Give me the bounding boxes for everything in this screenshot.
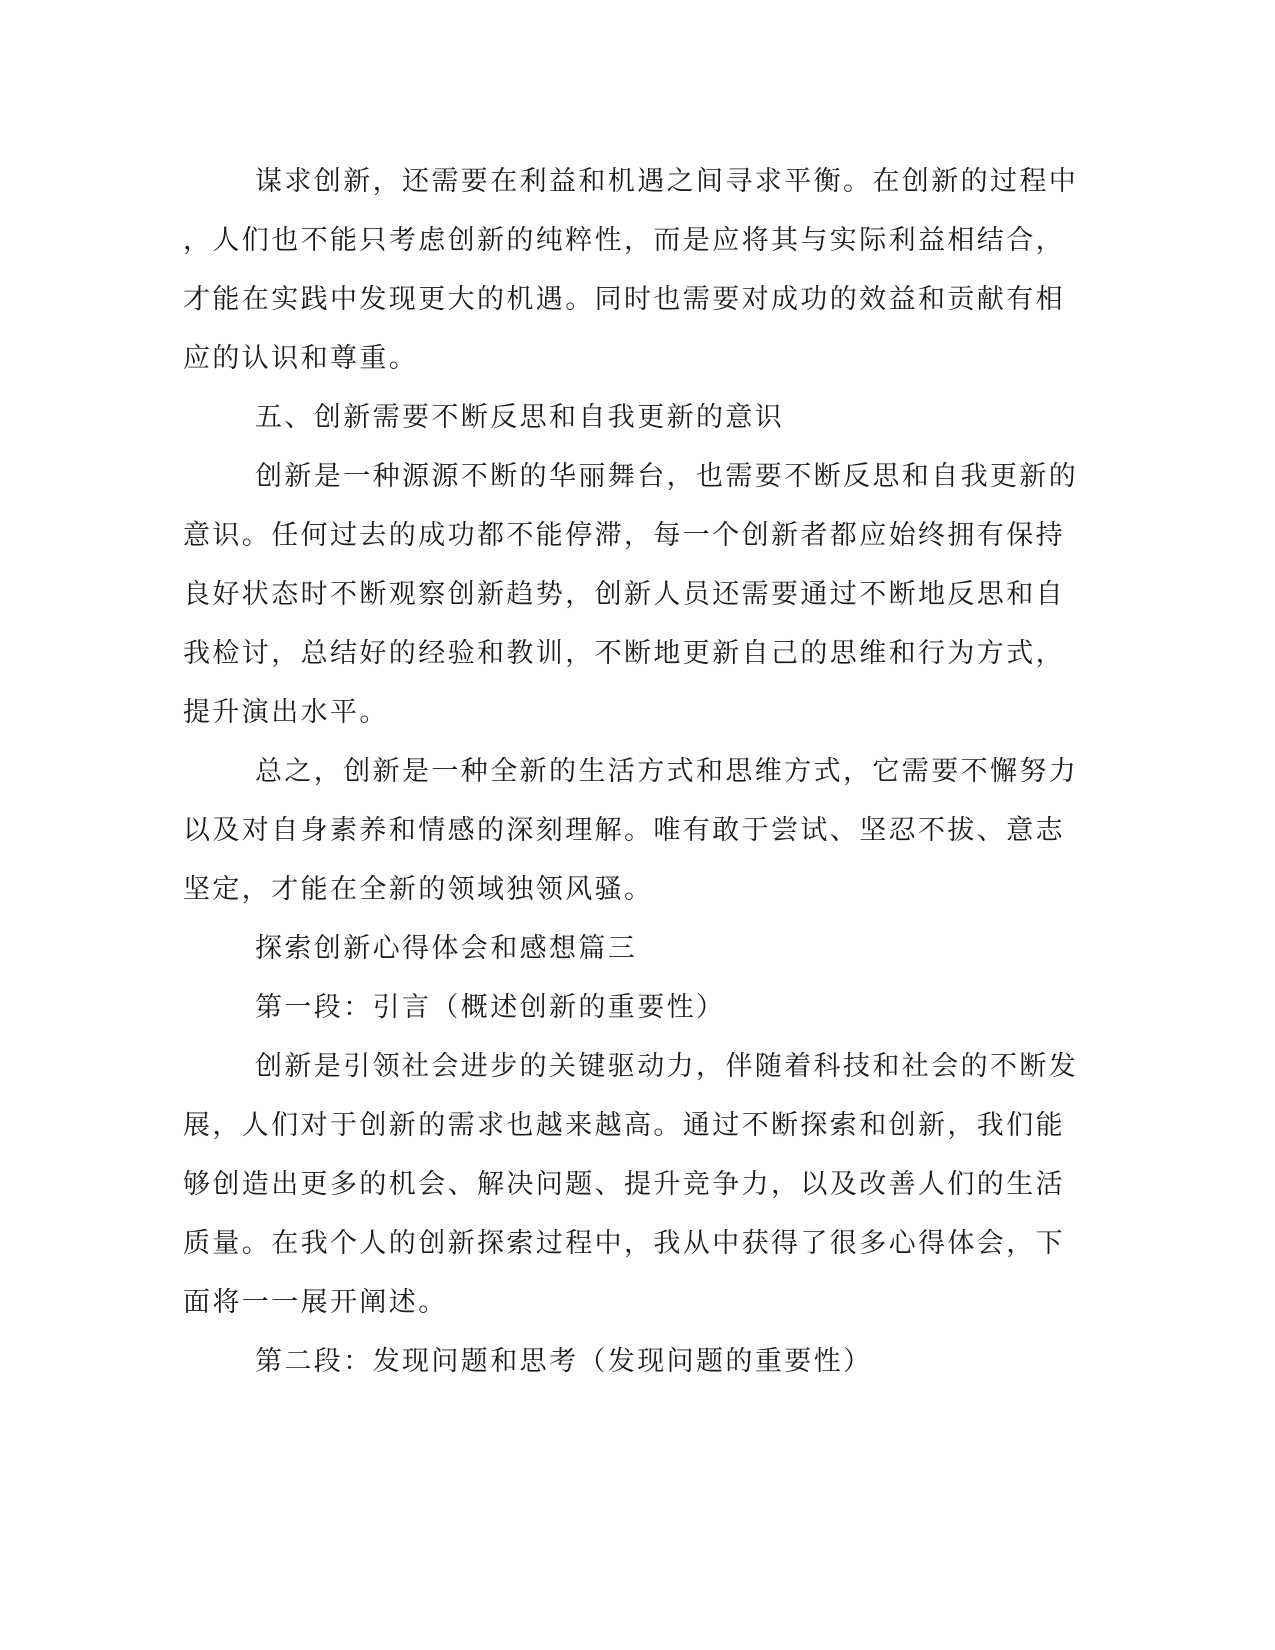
paragraph-line: 应的认识和尊重。 (183, 343, 419, 374)
paragraph-line: 质量。在我个人的创新探索过程中，我从中获得了很多心得体会，下 (183, 1228, 1065, 1259)
paragraph-line: 以及对自身素养和情感的深刻理解。唯有敢于尝试、坚忍不拔、意志 (183, 815, 1065, 846)
paragraph-line: 提升演出水平。 (183, 697, 389, 728)
paragraph-line: 谋求创新，还需要在利益和机遇之间寻求平衡。在创新的过程中 (255, 166, 1079, 197)
paragraph-line: 意识。任何过去的成功都不能停滞，每一个创新者都应始终拥有保持 (183, 520, 1065, 551)
paragraph-line: 创新是一种源源不断的华丽舞台，也需要不断反思和自我更新的 (255, 461, 1079, 492)
paragraph-line: 坚定，才能在全新的领域独领风骚。 (183, 874, 654, 905)
paragraph-line: 面将一一展开阐述。 (183, 1287, 448, 1318)
paragraph-line: 够创造出更多的机会、解决问题、提升竞争力，以及改善人们的生活 (183, 1169, 1065, 1200)
paragraph-line: 良好状态时不断观察创新趋势，创新人员还需要通过不断地反思和自 (183, 579, 1065, 610)
article-heading: 探索创新心得体会和感想篇三 (255, 933, 638, 964)
paragraph-line: 创新是引领社会进步的关键驱动力，伴随着科技和社会的不断发 (255, 1051, 1079, 1082)
paragraph-line: ，人们也不能只考虑创新的纯粹性，而是应将其与实际利益相结合， (183, 225, 1065, 256)
paragraph-line: 展，人们对于创新的需求也越来越高。通过不断探索和创新，我们能 (183, 1110, 1065, 1141)
paragraph-line: 才能在实践中发现更大的机遇。同时也需要对成功的效益和贡献有相 (183, 284, 1065, 315)
section-heading: 第二段：发现问题和思考（发现问题的重要性） (255, 1346, 873, 1377)
section-heading: 第一段：引言（概述创新的重要性） (255, 992, 726, 1023)
paragraph-line: 我检讨，总结好的经验和教训，不断地更新自己的思维和行为方式， (183, 638, 1065, 669)
paragraph-line: 总之，创新是一种全新的生活方式和思维方式，它需要不懈努力 (255, 756, 1079, 787)
section-heading: 五、创新需要不断反思和自我更新的意识 (255, 402, 785, 433)
